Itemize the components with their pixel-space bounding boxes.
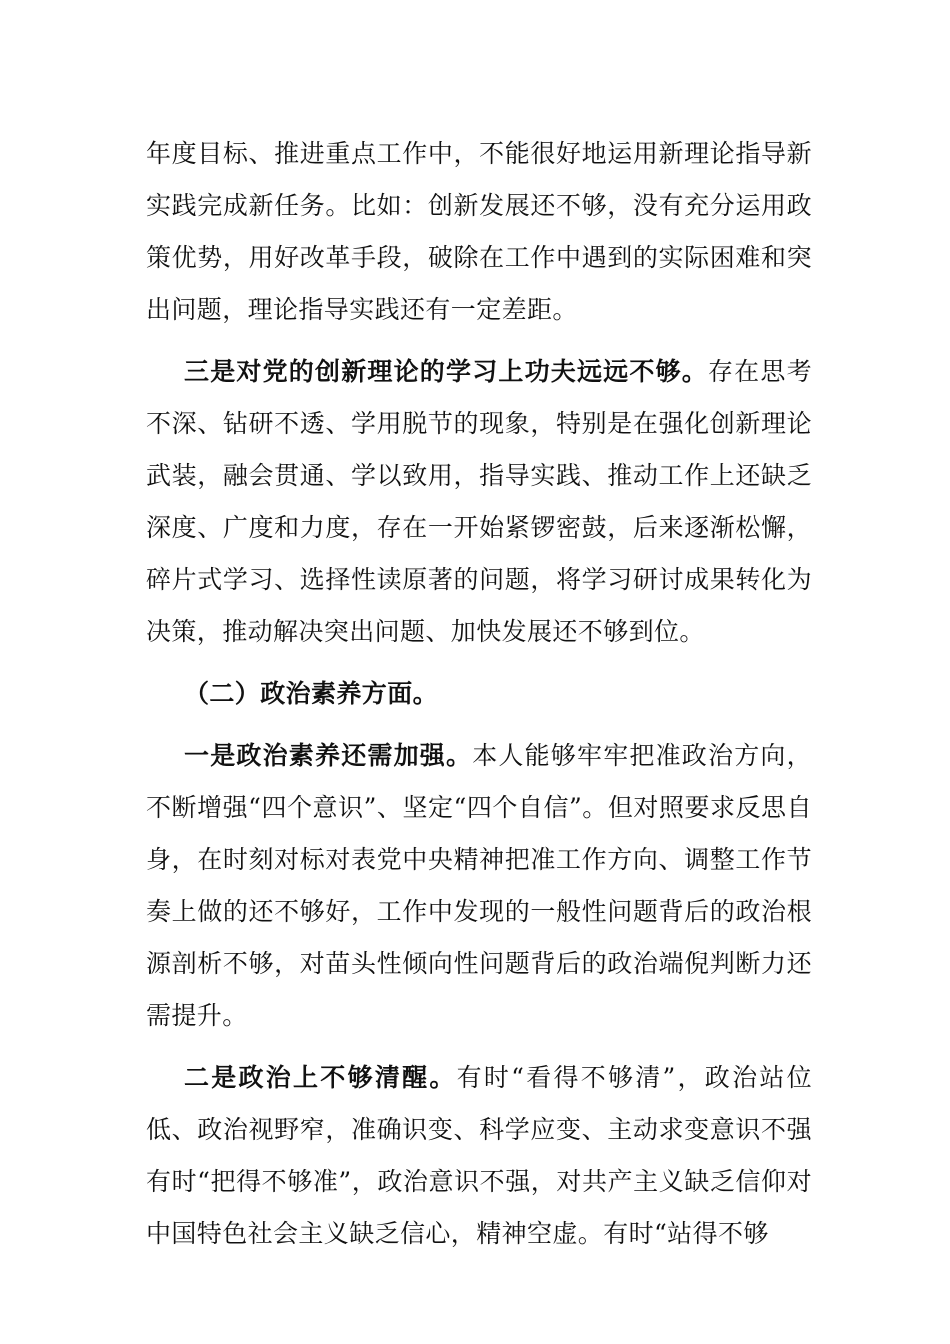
paragraph-lead: 二是政治上不够清醒。 <box>184 1063 457 1092</box>
document-page <box>146 128 812 1270</box>
paragraph-point-three <box>146 346 812 658</box>
paragraph-lead: 一是政治素养还需加强。 <box>184 741 473 770</box>
paragraph-lead: 三是对党的创新理论的学习上功夫远远不够。 <box>184 357 708 386</box>
section-heading-political-literacy <box>146 668 812 720</box>
paragraph-point-two <box>146 1052 812 1260</box>
paragraph-text: 本人能够牢牢把准政治方向，不断增强“四个意识”、坚定“四个自信”。但对照要求反思自身，在时刻对标对表党中央精神把准工作方向、调整工作节奏上做的还不够好，工作中发现的一般性问题背后的政治根源剖析不够，对苗头性倾向性问题背后的政治端倪判断力还需提升。 <box>146 741 812 1030</box>
paragraph-continuation <box>146 128 812 336</box>
paragraph-text: 存在思考不深、钻研不透、学用脱节的现象，特别是在强化创新理论武装，融会贯通、学以致用，指导实践、推动工作上还缺乏深度、广度和力度，存在一开始紧锣密鼓，后来逐渐松懈，碎片式学习、选择性读原著的问题，将学习研讨成果转化为决策，推动解决突出问题、加快发展还不够到位。 <box>146 357 812 646</box>
section-heading-text: （二）政治素养方面。 <box>184 679 439 708</box>
paragraph-point-one <box>146 730 812 1042</box>
paragraph-text: 有时“看得不够清”，政治站位低、政治视野窄，准确识变、科学应变、主动求变意识不强有时“把得不够准”，政治意识不强，对共产主义缺乏信仰对中国特色社会主义缺乏信心，精神空虚。有时“站得不够 <box>146 1063 812 1248</box>
paragraph-text: 年度目标、推进重点工作中，不能很好地运用新理论指导新实践完成新任务。比如：创新发展还不够，没有充分运用政策优势，用好改革手段，破除在工作中遇到的实际困难和突出问题，理论指导实践还有一定差距。 <box>146 139 812 324</box>
